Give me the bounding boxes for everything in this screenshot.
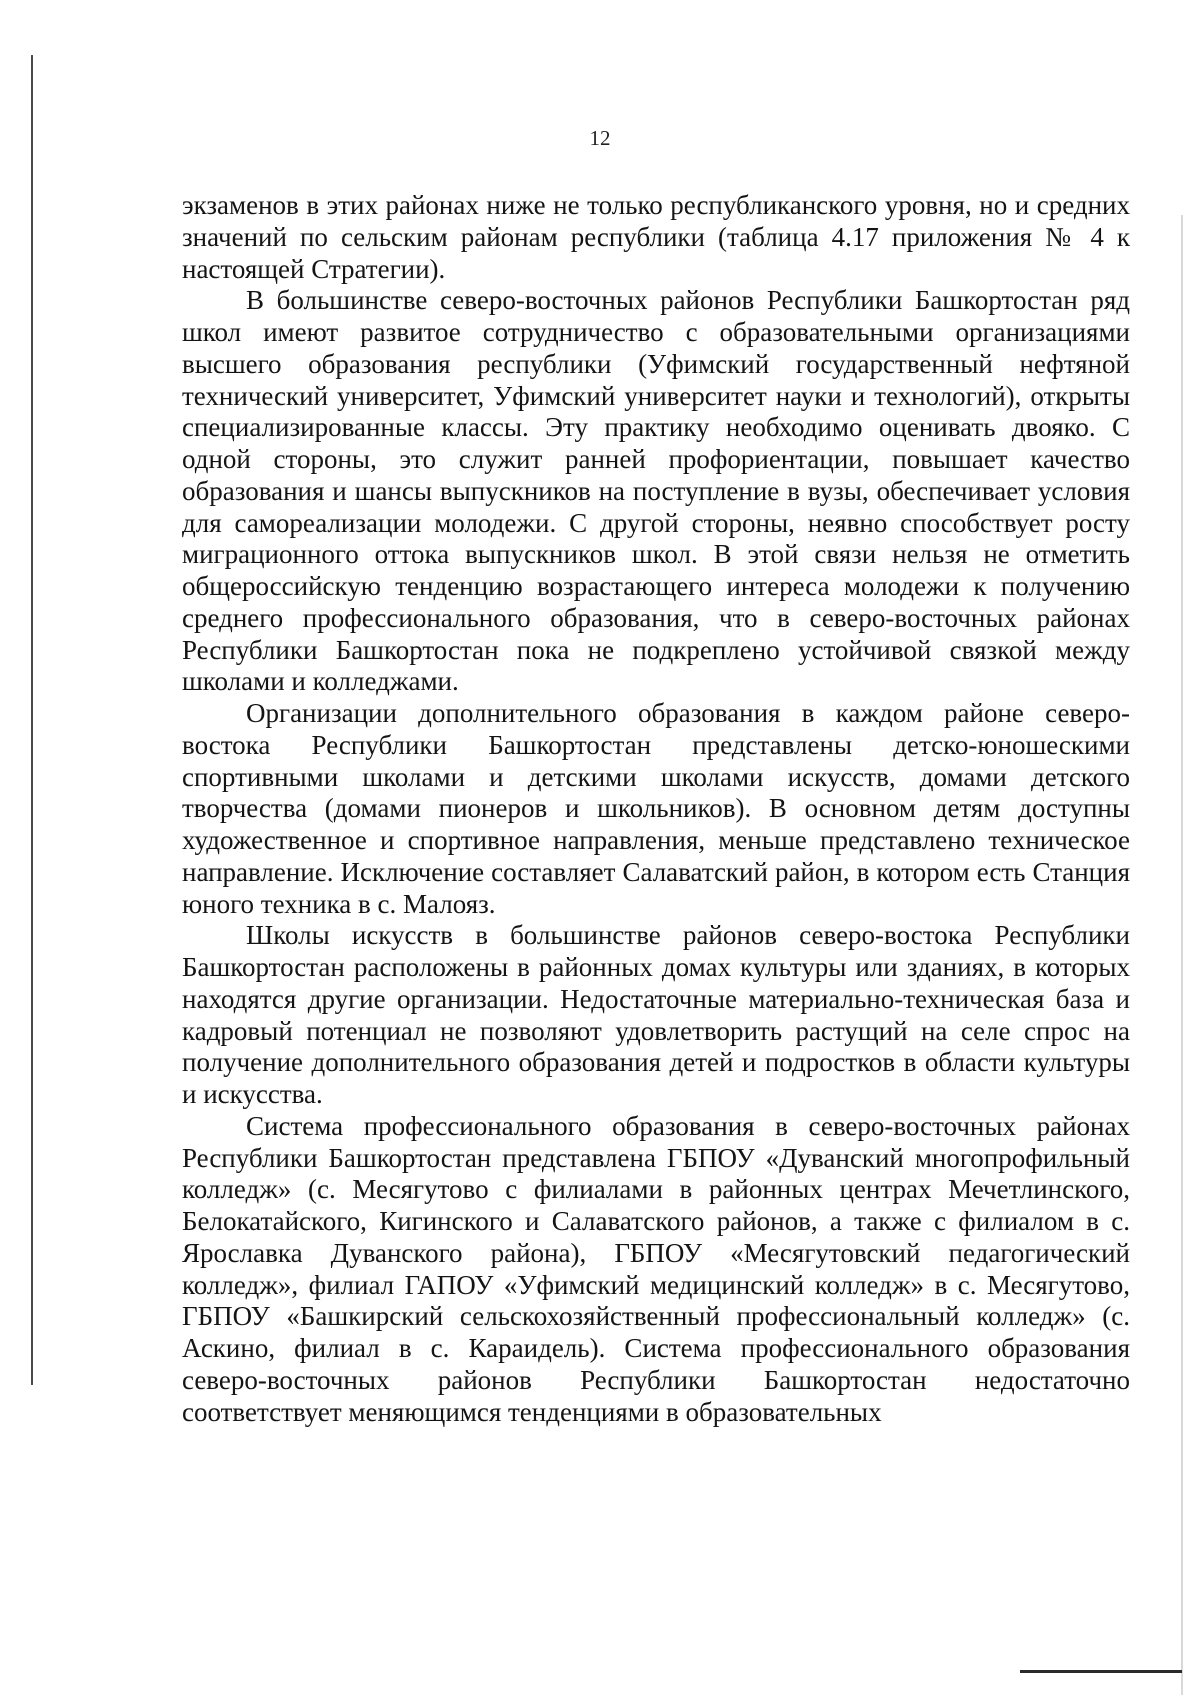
paragraph-additional-education: Организации дополнительного образования в каждом районе северо-востока Республики Башкортостан представлены детско-юношескими спортивными школами и детскими школами искусств, домами детского творчества (домами пионеров и школьников). В основном детям доступны художественное и спортивное направления, меньше представлено техническое направление. Исключение составляет Салаватский район, в котором есть Станция юного техника в с. Малояз.	[182, 698, 1130, 919]
scan-edge-right	[1181, 215, 1183, 1695]
paragraph-art-schools: Школы искусств в большинстве районов северо-востока Республики Башкортостан расположены в районных домах культуры или зданиях, в которых находятся другие организации. Недостаточные материально-техническая база и кадровый потенциал не позволяют удовлетворить растущий на селе спрос на получение дополнительного образования детей и подростков в области культуры и искусства.	[182, 920, 1130, 1109]
paragraph-professional-education: Система профессионального образования в северо-восточных районах Республики Башкортостан представлена ГБПОУ «Дуванский многопрофильный колледж» (с. Месягутово с филиалами в районных центрах Мечетлинского, Белокатайского, Кигинского и Салаватского районов, а также с филиалом в с. Ярославка Дуванского района), ГБПОУ «Месягутовский педагогический колледж», филиал ГАПОУ «Уфимский медицинский колледж» в с. Месягутово, ГБПОУ «Башкирский сельскохозяйственный профессиональный колледж» (с. Аскино, филиал в с. Караидель). Система профессионального образования северо-восточных районов Республики Башкортостан недостаточно соответствует меняющимся тенденциями в образовательных	[182, 1110, 1130, 1427]
paragraph-continuation: экзаменов в этих районах ниже не только республиканского уровня, но и средних значений по сельским районам республики (таблица 4.17 приложения № 4 к настоящей Стратегии).	[182, 190, 1130, 284]
page-number: 12	[589, 126, 611, 150]
paragraph-university-cooperation: В большинстве северо-восточных районов Республики Башкортостан ряд школ имеют развитое сотрудничество с образовательными организациями высшего образования республики (Уфимский государственный нефтяной технический университет, Уфимский университет науки и технологий), открыты специализированные классы. Эту практику необходимо оценивать двояко. С одной стороны, это служит ранней профориентации, повышает качество образования и шансы выпускников на поступление в вузы, обеспечивает условия для самореализации молодежи. С другой стороны, неявно способствует росту миграционного оттока выпускников школ. В этой связи нельзя не отметить общероссийскую тенденцию возрастающего интереса молодежи к получению среднего профессионального образования, что в северо-восточных районах Республики Башкортостан пока не подкреплено устойчивой связкой между школами и колледжами.	[182, 285, 1130, 697]
scan-edge-left	[31, 55, 33, 1385]
scan-edge-bottom	[1020, 1670, 1182, 1673]
body-text	[182, 190, 1130, 1428]
